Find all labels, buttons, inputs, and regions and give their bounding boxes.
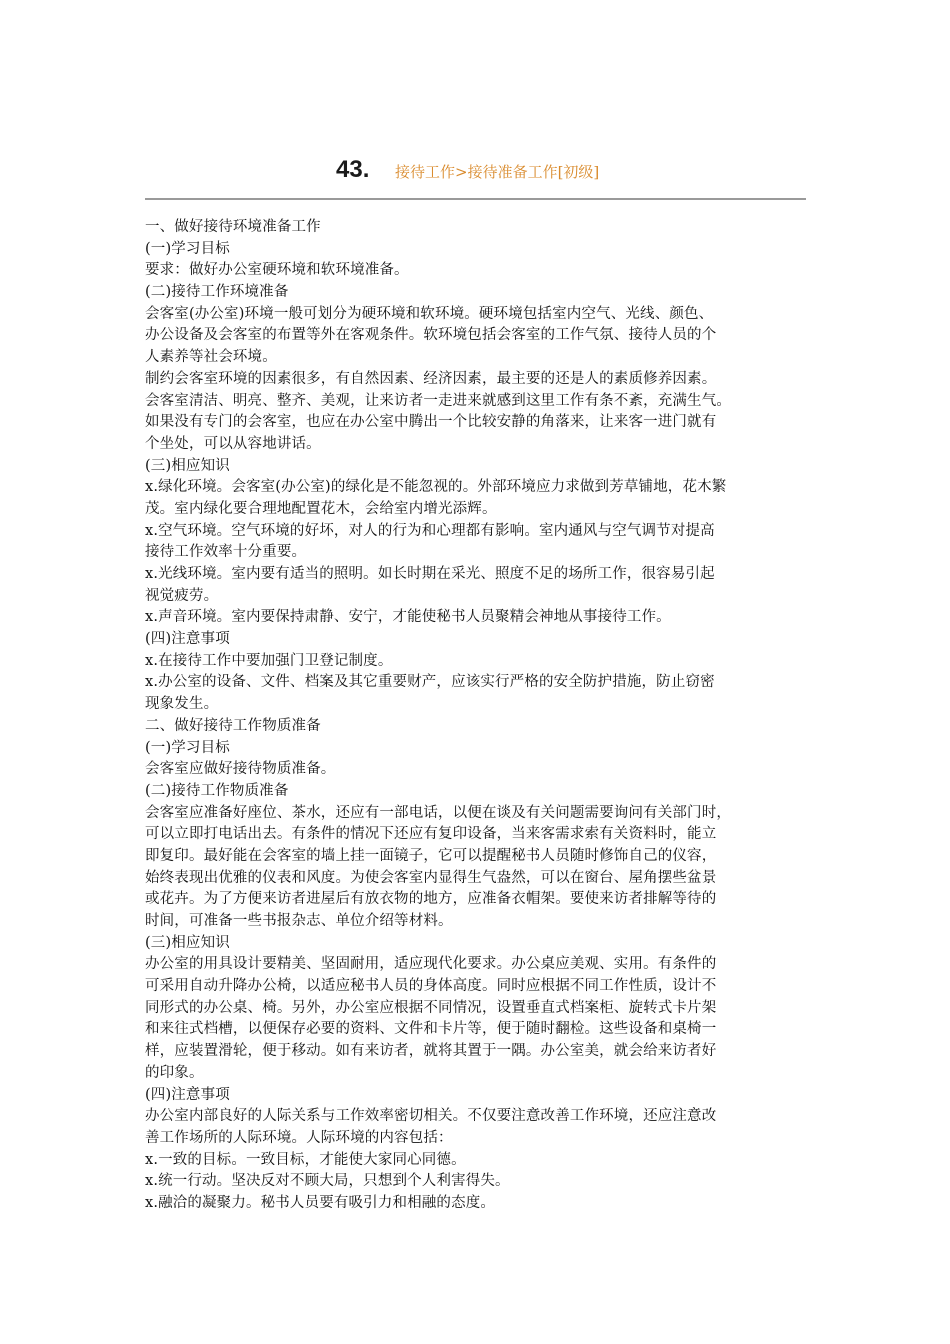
text-line: x.绿化环境。会客室(办公室)的绿化是不能忽视的。外部环境应力求做到芳草铺地，花木繁 [145, 479, 727, 496]
text-line: 即复印。最好能在会客室的墙上挂一面镜子，它可以提醒秘书人员随时修饰自己的仪容， [145, 847, 717, 864]
text-line: (一)学习目标 [145, 739, 230, 756]
text-line: 同形式的办公桌、椅。另外，办公室应根据不同情况，设置垂直式档案柜、旋转式卡片架 [145, 999, 717, 1016]
text-line: (三)相应知识 [145, 934, 230, 951]
text-line: 可以立即打电话出去。有条件的情况下还应有复印设备，当来客需求索有关资料时，能立 [145, 826, 717, 843]
text-line: (二)接待工作物质准备 [145, 782, 289, 799]
text-line: 会客室应准备好座位、茶水，还应有一部电话，以便在谈及有关问题需要询问有关部门时， [145, 804, 731, 821]
text-line: 善工作场所的人际环境。人际环境的内容包括： [145, 1129, 453, 1146]
text-line: 样，应装置滑轮，便于移动。如有来访者，就将其置于一隅。办公室美，就会给来访者好 [145, 1043, 717, 1060]
text-line: 视觉疲劳。 [145, 587, 219, 604]
text-line: x.办公室的设备、文件、档案及其它重要财产，应该实行严格的安全防护措施，防止窃密 [145, 674, 715, 691]
text-line: 人素养等社会环境。 [145, 349, 277, 366]
text-line: (四)注意事项 [145, 631, 230, 648]
text-line: 会客室应做好接待物质准备。 [145, 761, 336, 778]
text-line: (四)注意事项 [145, 1086, 230, 1103]
text-line: x.在接待工作中要加强门卫登记制度。 [145, 652, 393, 669]
chapter-breadcrumb-title: 接待工作>接待准备工作[初级] [395, 163, 600, 181]
text-line: 始终表现出优雅的仪表和风度。为使会客室内显得生气盎然，可以在窗台、屋角摆些盆景 [145, 869, 717, 886]
text-line: 办公室的用具设计要精美、坚固耐用，适应现代化要求。办公桌应美观、实用。有条件的 [145, 956, 717, 973]
text-line: 或花卉。为了方便来访者进屋后有放衣物的地方，应准备衣帽架。要使来访者排解等待的 [145, 891, 717, 908]
text-line: (一)学习目标 [145, 240, 230, 257]
text-line: 会客室清洁、明亮、整齐、美观，让来访者一走进来就感到这里工作有条不紊，充满生气。 [145, 392, 731, 409]
text-line: (二)接待工作环境准备 [145, 284, 289, 301]
text-line: 的印象。 [145, 1064, 204, 1081]
text-line: 办公设备及会客室的布置等外在客观条件。软环境包括会客室的工作气氛、接待人员的个 [145, 327, 717, 344]
text-line: 接待工作效率十分重要。 [145, 544, 307, 561]
text-line: 可采用自动升降办公椅，以适应秘书人员的身体高度。同时应根据不同工作性质，设计不 [145, 978, 717, 995]
document-body [145, 217, 810, 1215]
text-line: 办公室内部良好的人际关系与工作效率密切相关。不仅要注意改善工作环境，还应注意改 [145, 1108, 717, 1125]
text-line: 茂。室内绿化要合理地配置花木，会给室内增光添辉。 [145, 500, 497, 517]
text-line: x.一致的目标。一致目标，才能使大家同心同德。 [145, 1151, 466, 1168]
chapter-number: 43. [336, 156, 370, 183]
text-line: 制约会客室环境的因素很多，有自然因素、经济因素，最主要的还是人的素质修养因素。 [145, 370, 717, 387]
header-divider [145, 198, 806, 200]
text-line: x.融洽的凝聚力。秘书人员要有吸引力和相融的态度。 [145, 1194, 496, 1211]
text-line: 和来往式档槽，以便保存必要的资料、文件和卡片等，便于随时翻检。这些设备和桌椅一 [145, 1021, 717, 1038]
page-header [0, 150, 950, 194]
text-line: (三)相应知识 [145, 457, 230, 474]
text-line: 二、做好接待工作物质准备 [145, 717, 321, 734]
text-line: 一、做好接待环境准备工作 [145, 219, 321, 235]
text-line: 会客室(办公室)环境一般可划分为硬环境和软环境。硬环境包括室内空气、光线、颜色、 [145, 305, 714, 322]
text-line: x.光线环境。室内要有适当的照明。如长时期在采光、照度不足的场所工作，很容易引起 [145, 566, 715, 582]
text-line: x.空气环境。空气环境的好坏，对人的行为和心理都有影响。室内通风与空气调节对提高 [145, 522, 715, 539]
text-line: x.声音环境。室内要保持肃静、安宁，才能使秘书人员聚精会神地从事接待工作。 [145, 609, 671, 626]
text-line: 现象发生。 [145, 696, 219, 713]
text-line: 时间，可准备一些书报杂志、单位介绍等材料。 [145, 913, 453, 929]
text-line: 要求：做好办公室硬环境和软环境准备。 [145, 262, 409, 279]
text-line: 如果没有专门的会客室，也应在办公室中腾出一个比较安静的角落来，让来客一进门就有 [145, 414, 717, 431]
text-line: 个坐处，可以从容地讲话。 [145, 435, 321, 452]
text-line: x.统一行动。坚决反对不顾大局，只想到个人利害得失。 [145, 1173, 510, 1190]
